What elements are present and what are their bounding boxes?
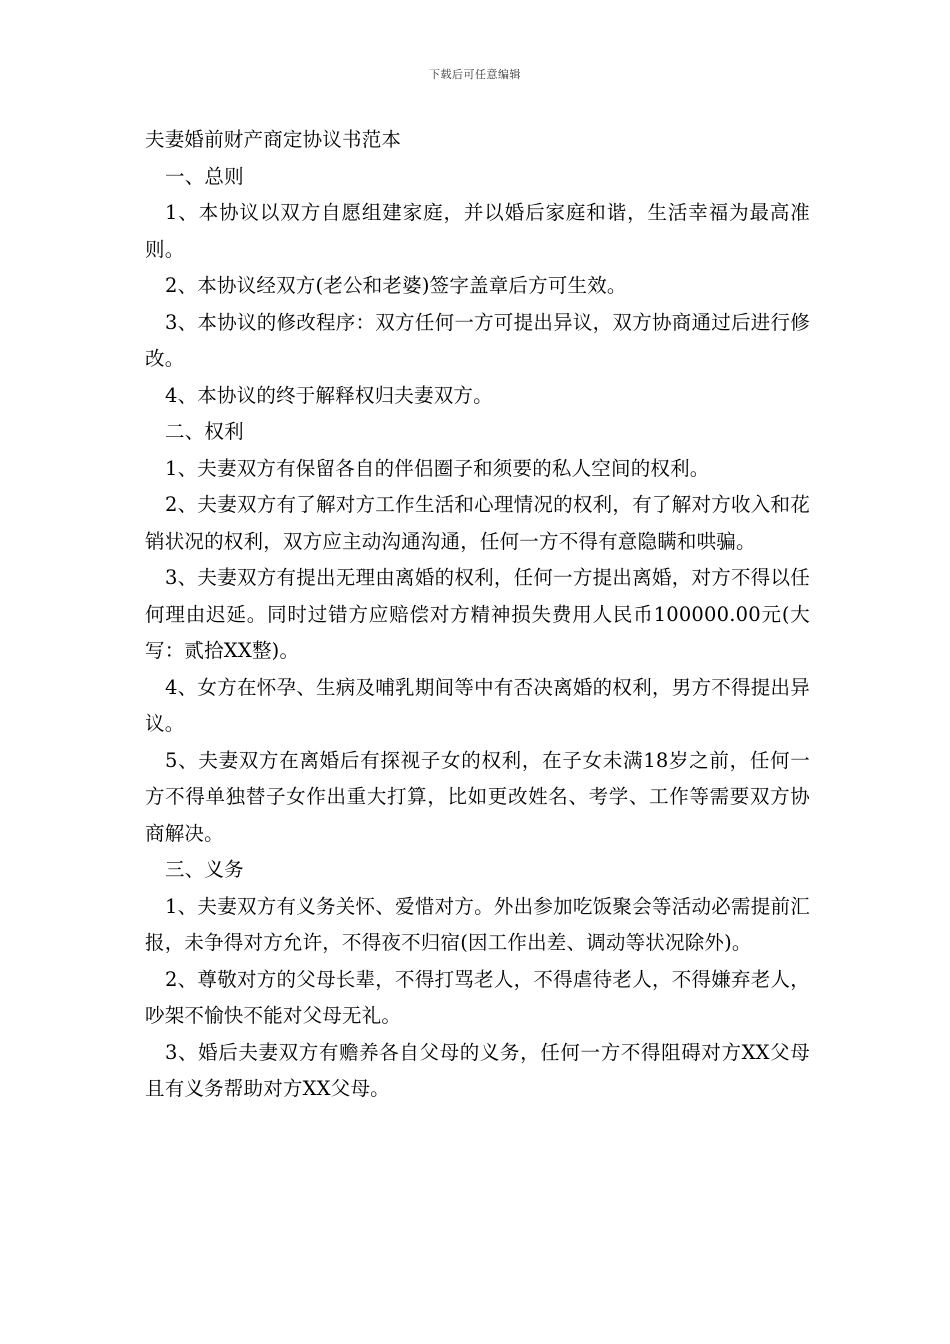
paragraph: 2、尊敬对方的父母长辈，不得打骂老人，不得虐待老人，不得嫌弃老人，吵架不愉快不能对父母无礼。 bbox=[145, 967, 810, 1027]
paragraph: 4、本协议的终于解释权归夫妻双方。 bbox=[165, 383, 493, 407]
paragraph: 4、女方在怀孕、生病及哺乳期间等中有否决离婚的权利，男方不得提出异议。 bbox=[145, 675, 810, 735]
paragraph: 2、本协议经双方(老公和老婆)签字盖章后方可生效。 bbox=[165, 274, 627, 297]
paragraph: 1、夫妻双方有保留各自的伴侣圈子和须要的私人空间的权利。 bbox=[165, 456, 710, 480]
page-header-note: 下载后可任意编辑 bbox=[429, 68, 521, 81]
paragraph: 3、本协议的修改程序：双方任何一方可提出异议，双方协商通过后进行修改。 bbox=[145, 310, 810, 370]
paragraph: 1、本协议以双方自愿组建家庭，并以婚后家庭和谐，生活幸福为最高准则。 bbox=[145, 201, 810, 261]
paragraph: 5、夫妻双方在离婚后有探视子女的权利，在子女未满18岁之前，任何一方不得单独替子女作出重大打算，比如更改姓名、考学、工作等需要双方协商解决。 bbox=[145, 748, 810, 845]
paragraph: 3、夫妻双方有提出无理由离婚的权利，任何一方提出离婚，对方不得以任何理由迟延。同时过错方应赔偿对方精神损失费用人民币100000.00元(大写：贰拾XX整)。 bbox=[145, 566, 810, 662]
section-heading-general: 一、总则 bbox=[165, 164, 244, 188]
document-title: 夫妻婚前财产商定协议书范本 bbox=[145, 128, 402, 151]
paragraph: 1、夫妻双方有义务关怀、爱惜对方。外出参加吃饭聚会等活动必需提前汇报，未争得对方允许，不得夜不归宿(因工作出差、调动等状况除外)。 bbox=[145, 894, 810, 954]
paragraph: 3、婚后夫妻双方有赡养各自父母的义务，任何一方不得阻碍对方XX父母且有义务帮助对方XX父母。 bbox=[145, 1040, 810, 1100]
document-body bbox=[145, 122, 810, 1108]
section-heading-rights: 二、权利 bbox=[165, 420, 244, 443]
section-heading-obligations: 三、义务 bbox=[165, 858, 244, 881]
paragraph: 2、夫妻双方有了解对方工作生活和心理情况的权利，有了解对方收入和花销状况的权利，双方应主动沟通沟通，任何一方不得有意隐瞒和哄骗。 bbox=[145, 493, 810, 553]
